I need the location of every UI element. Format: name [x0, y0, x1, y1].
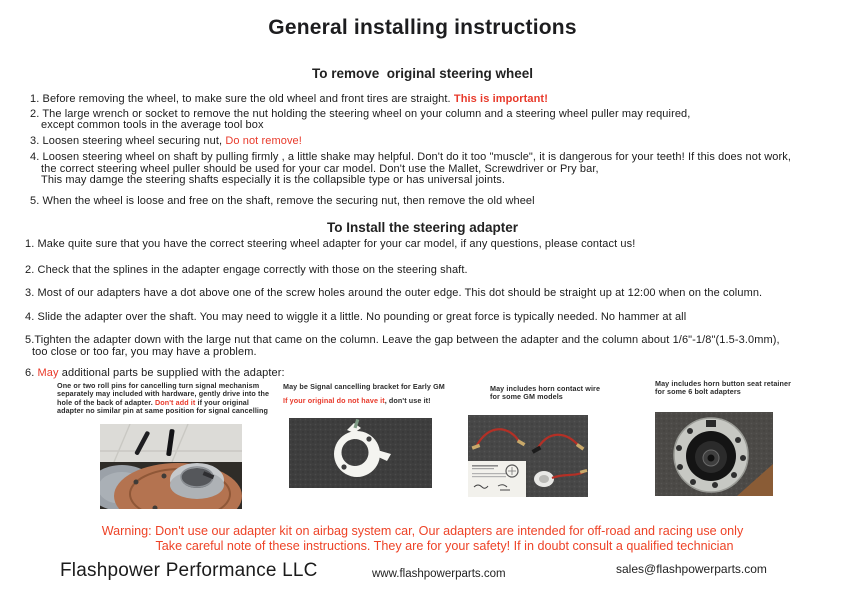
remove-step-3	[30, 136, 839, 148]
step-text: 1. Before removing the wheel, to make sure the old wheel and front tires are straight.	[30, 93, 454, 105]
original-warning-text: If your original do not have it	[283, 396, 385, 406]
caption-text: for some 6 bolt adapters	[655, 387, 741, 397]
caption-roll-pins	[57, 382, 269, 416]
caption-text: , don't use it!	[384, 396, 431, 406]
install-step-5	[25, 335, 839, 358]
caption-horn-button-retainer	[655, 380, 791, 397]
install-step-1: 1. Make quite sure that you have the correct steering wheel adapter for your car model, if any questions, please contact us!	[25, 238, 636, 250]
caption-text: for some GM models	[490, 392, 563, 402]
remove-step-4	[30, 152, 839, 187]
caption-text: hole of the back of adapter.	[57, 397, 155, 407]
section-install-heading: To Install the steering adapter	[326, 220, 519, 235]
roll-pins-adapter-photo	[100, 424, 242, 509]
install-step-4: 4. Slide the adapter over the shaft. You may need to wiggle it a little. No pounding or great force is typically needed. No hammer at all	[25, 310, 687, 323]
warning-notice	[0, 524, 845, 554]
install-step-6	[25, 368, 839, 380]
install-step-3: 3. Most of our adapters have a dot above one of the screw holes around the outer edge. This dot should be straight up at 12:00 when on the column.	[25, 287, 763, 299]
step-text: 2. The large wrench or socket to remove the nut holding the steering wheel on your column and a steering wheel puller may required,	[30, 107, 691, 120]
company-website: www.flashpowerparts.com	[372, 568, 506, 580]
caption-text: if your original	[195, 397, 250, 407]
caption-text: One or two roll pins for cancelling turn signal mechanism	[57, 381, 260, 390]
step-text-continuation: except common tools in the average tool box	[41, 119, 264, 131]
step-text: additional parts be supplied with the adapter:	[58, 367, 285, 379]
step-text-continuation: This may damge the steering shafts especially it is the collapsible type or has universal joints.	[41, 174, 505, 186]
caption-text: separately may included with hardware, gently drive into the	[57, 389, 270, 399]
step-text: 5. When the wheel is loose and free on the shaft, remove the securing nut, then remove the old wheel	[30, 194, 535, 207]
dont-add-warning-text: Don't add it	[154, 397, 196, 407]
important-warning-text: This is important!	[453, 93, 548, 105]
section-remove-heading: To remove original steering wheel	[311, 66, 534, 81]
caption-text: adapter no similar pin at same position for signal cancelling	[57, 406, 268, 416]
warning-line-1: Warning: Don't use our adapter kit on airbag system car, Our adapters are intended for off-road and racing use only	[101, 524, 744, 538]
caption-signal-bracket	[283, 383, 445, 406]
install-step-2: 2. Check that the splines in the adapter engage correctly with those on the steering shaft.	[25, 263, 468, 276]
step-number: 6.	[25, 367, 38, 379]
signal-bracket-photo	[289, 418, 432, 488]
step-text: 3. Loosen steering wheel securing nut,	[30, 134, 226, 147]
company-email: sales@flashpowerparts.com	[616, 562, 767, 576]
remove-step-2	[30, 109, 839, 132]
remove-step-5	[30, 196, 839, 208]
step-text-continuation: the correct steering wheel puller should be used for your car model. Don't use the Mallet, Screwdriver or Pry bar,	[41, 162, 599, 175]
horn-contact-wire-photo	[468, 415, 588, 497]
caption-text: May includes horn button seat retainer	[655, 379, 791, 388]
caption-text: May includes horn contact wire	[490, 384, 601, 393]
caption-text: May be Signal cancelling bracket for Early GM	[283, 382, 445, 391]
step-text: 4. Loosen steering wheel on shaft by pulling firmly , a little shake may helpful. Don't do it too "muscle", it is dangerous for your teeth! If this does not work,	[30, 151, 792, 163]
caption-text	[283, 397, 445, 405]
horn-button-retainer-photo	[655, 412, 773, 496]
page-title: General installing instructions	[268, 16, 577, 39]
may-highlight-text: May	[37, 367, 59, 379]
step-text: 5.Tighten the adapter down with the large nut that came on the column. Leave the gap between the adapter and the column about 1/6"-1/8"(1.5-3.0mm),	[25, 334, 780, 346]
do-not-remove-warning-text: Do not remove!	[225, 134, 302, 147]
install-steps-list	[25, 239, 839, 380]
remove-step-1	[30, 94, 839, 106]
warning-line-2: Take careful note of these instructions. They are for your safety! If in doubt consult a qualified technician	[155, 539, 734, 553]
caption-horn-contact-wire	[490, 385, 600, 402]
step-text-continuation: too close or too far, you may have a problem.	[32, 345, 257, 358]
remove-steps-list	[30, 94, 839, 207]
company-name: Flashpower Performance LLC	[60, 560, 318, 581]
